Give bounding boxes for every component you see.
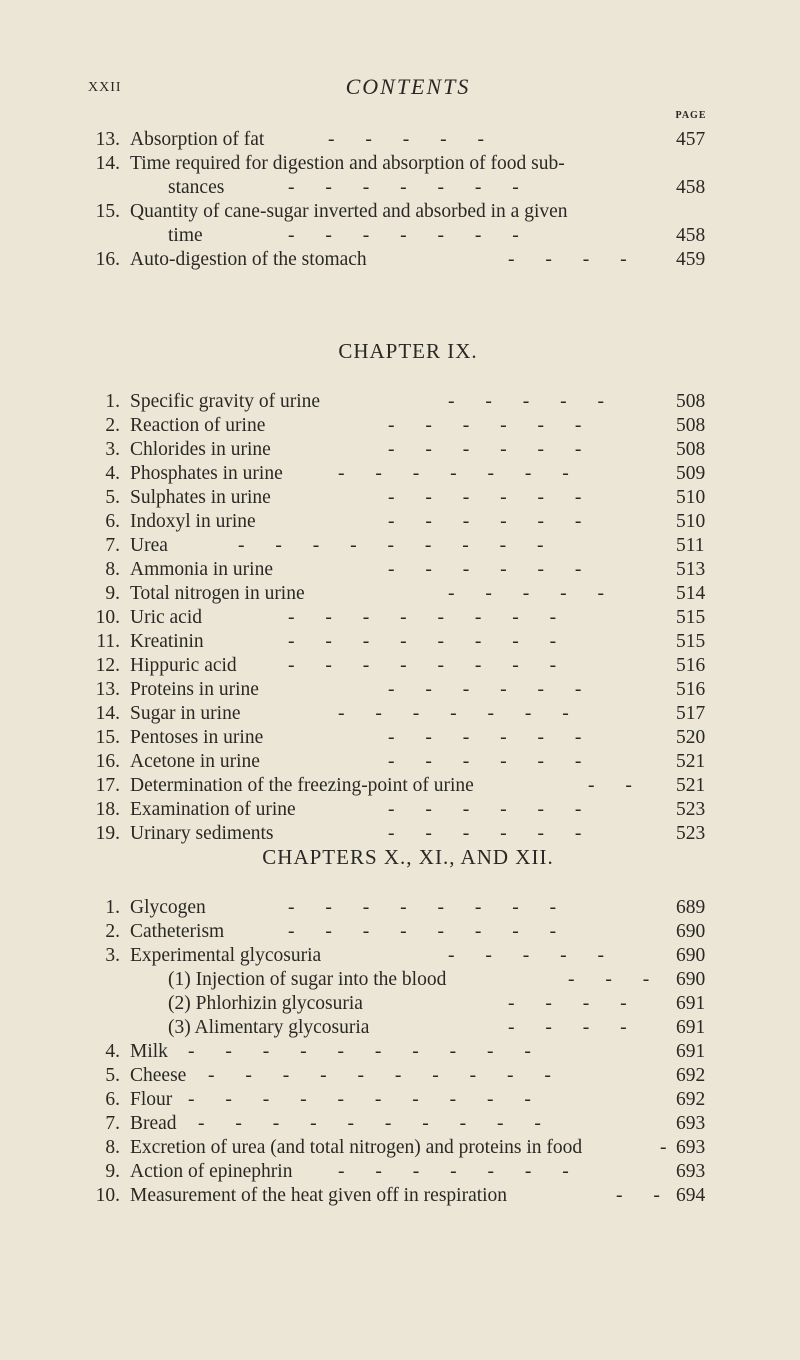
toc-entry: 11. Kreatinin - - - - - - - - 515 <box>96 631 706 652</box>
toc-entry: 3. Experimental glycosuria - - - - - 690 <box>105 945 706 966</box>
page-column-label: PAGE <box>675 110 707 121</box>
toc-entry: 16. Acetone in urine - - - - - - 521 <box>95 751 706 772</box>
chapters-x-xii-section <box>88 842 728 1208</box>
toc-entry: 6. Flour - - - - - - - - - - 692 <box>105 1089 706 1110</box>
page-number: xxii <box>88 74 122 96</box>
page-header <box>88 74 728 104</box>
toc-entry: 17. Determination of the freezing-point of urine - - 521 <box>95 775 706 796</box>
toc-sub-entry: (3) Alimentary glycosuria - - - - 691 <box>168 1017 706 1038</box>
toc-entry: 14. Time required for digestion and absorption of food sub- stances - - - - - - - 458 <box>95 153 706 198</box>
toc-entry: 14. Sugar in urine - - - - - - - 517 <box>95 703 706 724</box>
toc-entry: 15. Quantity of cane-sugar inverted and absorbed in a given time - - - - - - - 458 <box>95 201 706 246</box>
toc-sub-entry: (2) Phlorhizin glycosuria - - - - 691 <box>168 993 706 1014</box>
chapter-heading: CHAPTERS X., XI., AND XII. <box>262 845 554 869</box>
toc-entry: 10. Measurement of the heat given off in respiration - - 694 <box>95 1185 706 1206</box>
toc-entry: 13. Absorption of fat - - - - - 457 <box>95 129 706 150</box>
toc-entry: 5. Cheese - - - - - - - - - - 692 <box>105 1065 706 1086</box>
chapter-ix-section <box>88 336 728 846</box>
toc-entry: 1. Glycogen - - - - - - - - 689 <box>105 897 706 918</box>
toc-entry: 13. Proteins in urine - - - - - - 516 <box>95 679 706 700</box>
toc-entry: 5. Sulphates in urine - - - - - - 510 <box>105 487 706 508</box>
toc-entry: 4. Milk - - - - - - - - - - 691 <box>105 1041 706 1062</box>
toc-entry: 10. Uric acid - - - - - - - - 515 <box>95 607 706 628</box>
toc-entry: 4. Phosphates in urine - - - - - - - 509 <box>105 463 706 484</box>
toc-entry: 6. Indoxyl in urine - - - - - - 510 <box>105 511 706 532</box>
running-title: CONTENTS <box>345 74 471 99</box>
toc-entry: 7. Bread - - - - - - - - - - 693 <box>105 1113 706 1134</box>
toc-entry: 15. Pentoses in urine - - - - - - 520 <box>95 727 706 748</box>
toc-entry: 9. Total nitrogen in urine - - - - - 514 <box>105 583 706 604</box>
toc-entry: 3. Chlorides in urine - - - - - - 508 <box>105 439 706 460</box>
toc-sub-entry: (1) Injection of sugar into the blood - - - 690 <box>168 969 706 990</box>
toc-entry: 7. Urea - - - - - - - - - 511 <box>105 535 705 556</box>
toc-entry: 1. Specific gravity of urine - - - - - 508 <box>105 391 706 412</box>
toc-entry: 2. Reaction of urine - - - - - - 508 <box>105 415 706 436</box>
continued-section <box>88 128 728 272</box>
toc-entry: 2. Catheterism - - - - - - - - 690 <box>105 921 706 942</box>
toc-entry: 19. Urinary sediments - - - - - - 523 <box>95 823 706 844</box>
chapter-heading: CHAPTER IX. <box>338 339 478 363</box>
toc-entry: 16. Auto-digestion of the stomach - - - - 459 <box>95 249 706 270</box>
toc-entry: 18. Examination of urine - - - - - - 523 <box>95 799 706 820</box>
toc-entry: 8. Ammonia in urine - - - - - - 513 <box>105 559 706 580</box>
toc-entry: 8. Excretion of urea (and total nitrogen) and proteins in food - 693 <box>105 1137 706 1158</box>
toc-entry: 12. Hippuric acid - - - - - - - - 516 <box>95 655 706 676</box>
toc-entry: 9. Action of epinephrin - - - - - - - 693 <box>105 1161 706 1182</box>
